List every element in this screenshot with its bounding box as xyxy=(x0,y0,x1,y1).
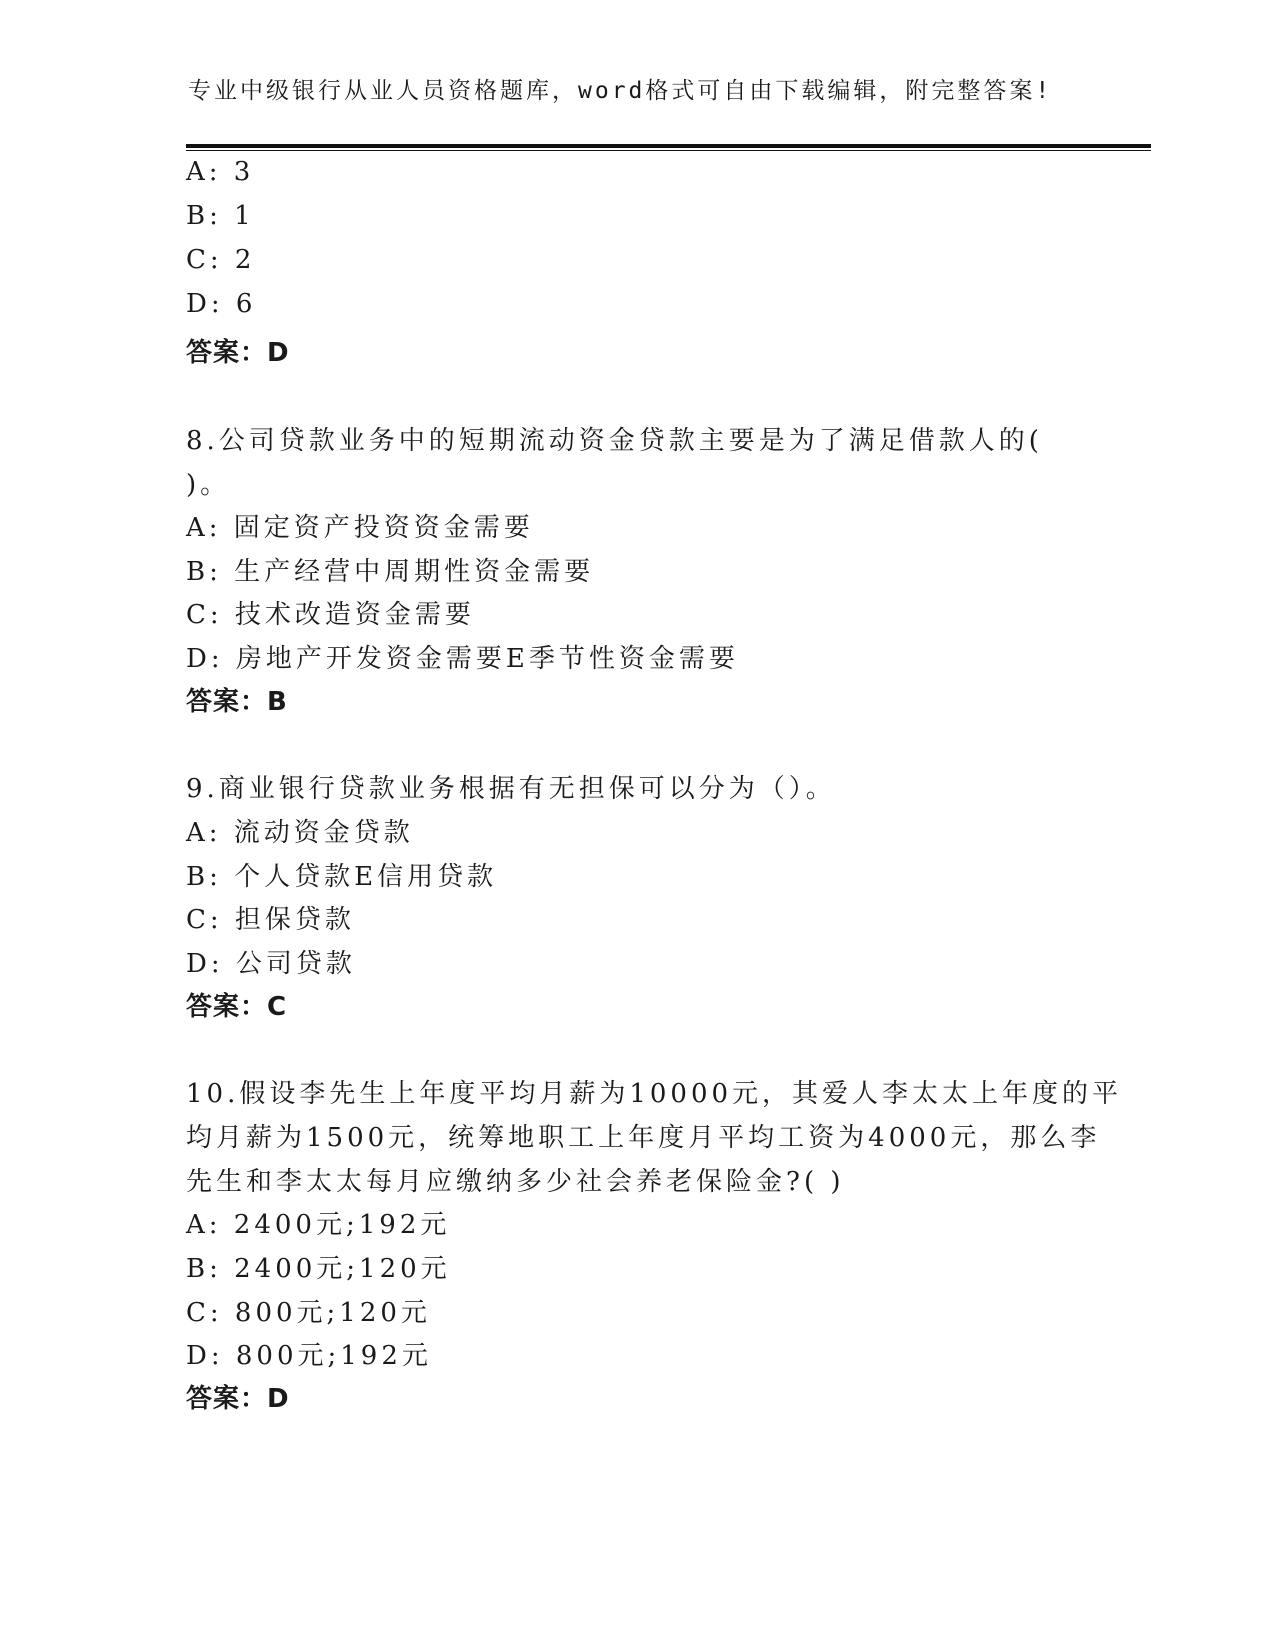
q10-option-d: D: 800元;192元 xyxy=(186,1341,432,1371)
q8-answer: 答案：B xyxy=(186,687,288,717)
q9-option-d: D: 公司贷款 xyxy=(186,949,356,979)
q7-option-b: B: 1 xyxy=(186,201,255,231)
q7-option-a: A: 3 xyxy=(186,157,255,187)
q10-stem-line-2: 均月薪为1500元，统筹地职工上年度月平均工资为4000元，那么李 xyxy=(186,1123,1101,1153)
q7-answer: 答案：D xyxy=(186,338,290,368)
q8-option-b: B: 生产经营中周期性资金需要 xyxy=(186,557,595,587)
q9-option-b: B: 个人贷款E信用贷款 xyxy=(186,862,498,892)
q8-option-c: C: 技术改造资金需要 xyxy=(186,600,475,630)
q8-option-d: D: 房地产开发资金需要E季节性资金需要 xyxy=(186,644,739,674)
q9-option-c: C: 担保贷款 xyxy=(186,905,355,935)
q10-answer: 答案：D xyxy=(186,1384,290,1414)
q9-option-a: A: 流动资金贷款 xyxy=(186,818,414,848)
q8-stem-line-2: )。 xyxy=(186,470,231,500)
q10-option-b: B: 2400元;120元 xyxy=(186,1254,451,1284)
q9-stem: 9.商业银行贷款业务根据有无担保可以分为（）。 xyxy=(186,774,836,804)
q10-stem-line-1: 10.假设李先生上年度平均月薪为10000元，其爱人李太太上年度的平 xyxy=(186,1079,1123,1109)
q9-answer: 答案：C xyxy=(186,992,288,1022)
header-rule-thin xyxy=(186,150,1151,151)
q10-option-c: C: 800元;120元 xyxy=(186,1298,431,1328)
q10-stem-line-3: 先生和李太太每月应缴纳多少社会养老保险金?( ) xyxy=(186,1167,845,1197)
q8-stem-line-1: 8.公司贷款业务中的短期流动资金贷款主要是为了满足借款人的( xyxy=(186,426,1043,456)
header-rule-thick xyxy=(186,144,1151,148)
q8-option-a: A: 固定资产投资资金需要 xyxy=(186,513,534,543)
q10-option-a: A: 2400元;192元 xyxy=(186,1210,451,1240)
q7-option-d: D: 6 xyxy=(186,289,257,319)
page-header: 专业中级银行从业人员资格题库，word格式可自由下载编辑，附完整答案! xyxy=(188,78,1053,104)
q7-option-c: C: 2 xyxy=(186,245,256,275)
